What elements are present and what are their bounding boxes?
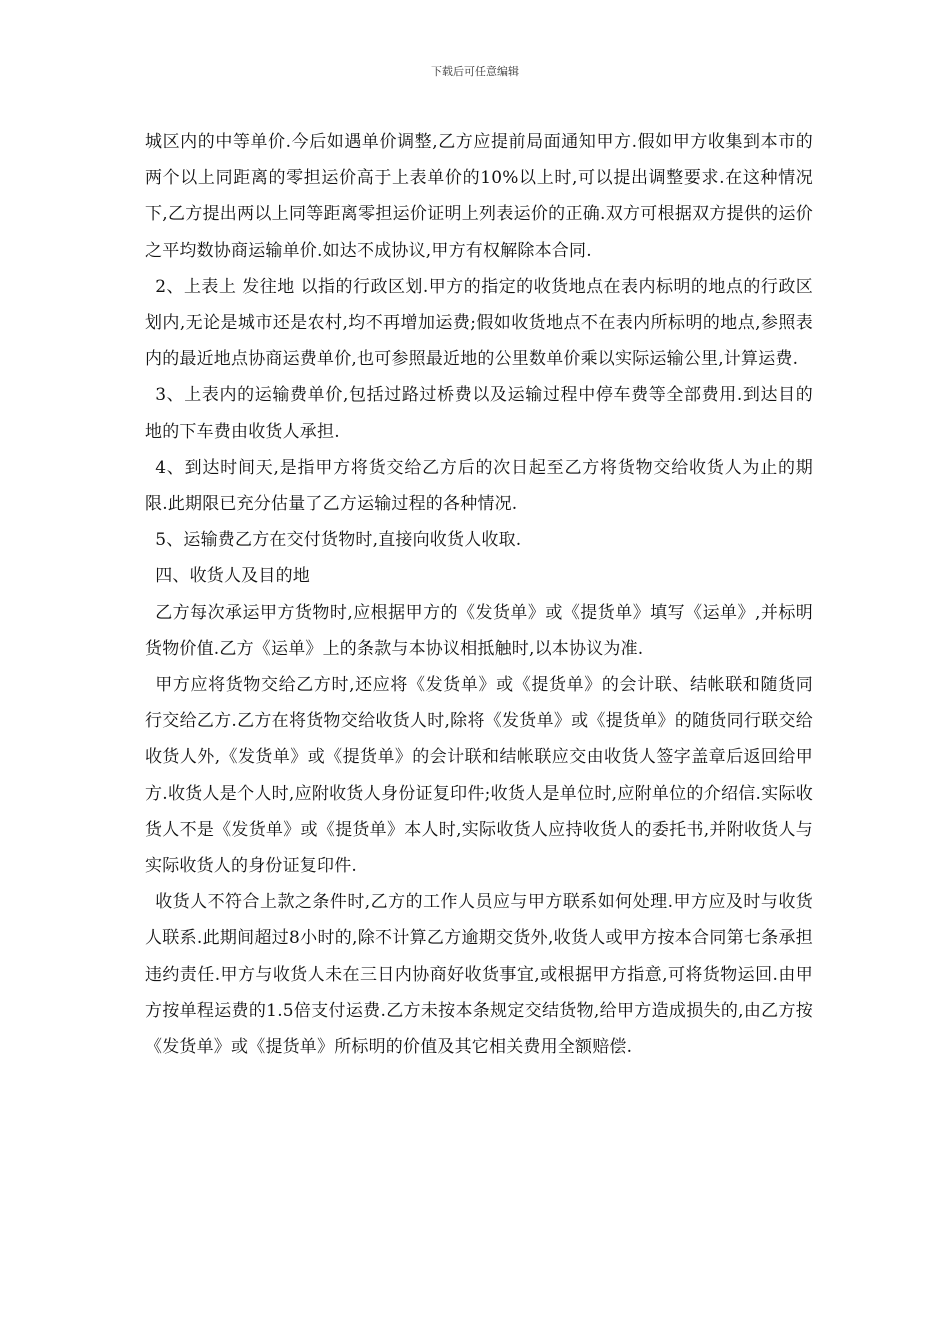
paragraph-waybill: 乙方每次承运甲方货物时,应根据甲方的《发货单》或《提货单》填写《运单》,并标明货物价值.乙方《运单》上的条款与本协议相抵触时,以本协议为准. — [145, 602, 813, 659]
section-heading-consignee: 四、收货人及目的地 — [155, 566, 310, 587]
paragraph-pricing-adjustment: 城区内的中等单价.今后如遇单价调整,乙方应提前局面通知甲方.假如甲方收集到本市的两个以上同距离的零担运价高于上表单价的10%以上时,可以提出调整要求.在这种情况下,乙方提出两以上同等距离零担运价证明上列表运价的正确.双方可根据双方提供的运价之平均数协商运输单价.如达不成协议,甲方有权解除本合同. — [145, 132, 813, 261]
paragraph-clause-2-destination: 2、上表上 发往地 以指的行政区划.甲方的指定的收货地点在表内标明的地点的行政区划内,无论是城市还是农村,均不再增加运费;假如收货地点不在表内所标明的地点,参照表内的最近地点协商运费单价,也可参照最近地的公里数单价乘以实际运输公里,计算运费. — [145, 276, 813, 370]
paragraph-nonconforming-consignee: 收货人不符合上款之条件时,乙方的工作人员应与甲方联系如何处理.甲方应及时与收货人联系.此期间超过8小时的,除不计算乙方逾期交货外,收货人或甲方按本合同第七条承担违约责任.甲方与收货人未在三日内协商好收货事宜,或根据甲方指意,可将货物运回.由甲方按单程运费的1.5倍支付运费.乙方未按本条规定交结货物,给甲方造成损失的,由乙方按《发货单》或《提货单》所标明的价值及其它相关费用全额赔偿. — [145, 892, 813, 1058]
paragraph-delivery-documents: 甲方应将货物交给乙方时,还应将《发货单》或《提货单》的会计联、结帐联和随货同行交给乙方.乙方在将货物交给收货人时,除将《发货单》或《提货单》的随货同行联交给收货人外,《发货单》或《提货单》的会计联和结帐联应交由收货人签字盖章后返回给甲方.收货人是个人时,应附收货人身份证复印件;收货人是单位时,应附单位的介绍信.实际收货人不是《发货单》或《提货单》本人时,实际收货人应持收货人的委托书,并附收货人与实际收货人的身份证复印件. — [145, 675, 813, 877]
page-header-note: 下载后可任意编辑 — [431, 65, 519, 78]
paragraph-clause-5-collection: 5、运输费乙方在交付货物时,直接向收货人收取. — [155, 530, 522, 551]
paragraph-clause-3-fees: 3、上表内的运输费单价,包括过路过桥费以及运输过程中停车费等全部费用.到达目的地的下车费由收货人承担. — [145, 385, 813, 442]
paragraph-clause-4-arrival-time: 4、到达时间天,是指甲方将货交给乙方后的次日起至乙方将货物交给收货人为止的期限.此期限已充分估量了乙方运输过程的各种情况. — [145, 457, 813, 515]
contract-body — [145, 124, 813, 1065]
